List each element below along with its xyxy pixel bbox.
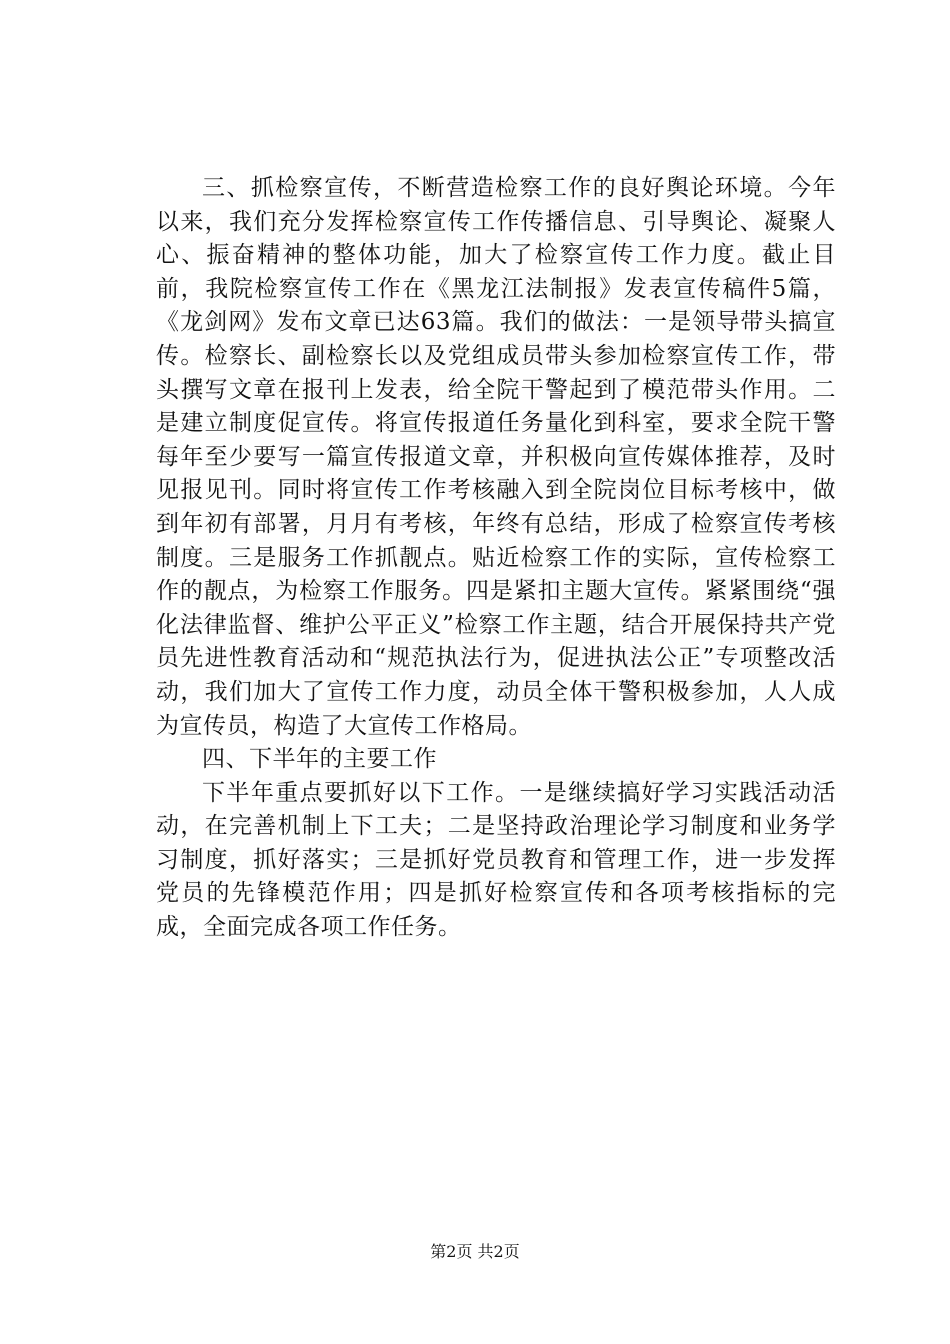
page-number-footer: 第2页 共2页 [430, 1242, 520, 1261]
section-3-paragraph: 三、抓检察宣传，不断营造检察工作的良好舆论环境。今年以来，我们充分发挥检察宣传工作传播信息、引导舆论、凝聚人心、振奋精神的整体功能，加大了检察宣传工作力度。截止目前，我院检察宣传工作在《黑龙江法制报》发表宣传稿件5篇，《龙剑网》发布文章已达63篇。我们的做法：一是领导带头搞宣传。检察长、副检察长以及党组成员带头参加检察宣传工作，带头撰写文章在报刊上发表，给全院干警起到了模范带头作用。二是建立制度促宣传。将宣传报道任务量化到科室，要求全院干警每年至少要写一篇宣传报道文章，并积极向宣传媒体推荐，及时见报见刊。同时将宣传工作考核融入到全院岗位目标考核中，做到年初有部署，月月有考核，年终有总结，形成了检察宣传考核制度。三是服务工作抓靓点。贴近检察工作的实际，宣传检察工作的靓点，为检察工作服务。四是紧扣主题大宣传。紧紧围绕“强化法律监督、维护公平正义”检察工作主题，结合开展保持共产党员先进性教育活动和“规范执法行为，促进执法公正”专项整改活动，我们加大了宣传工作力度，动员全体干警积极参加，人人成为宣传员，构造了大宣传工作格局。 [156, 175, 836, 739]
section-4-paragraph: 下半年重点要抓好以下工作。一是继续搞好学习实践活动活动，在完善机制上下工夫；二是坚持政治理论学习制度和业务学习制度，抓好落实；三是抓好党员教育和管理工作，进一步发挥党员的先锋模范作用；四是抓好检察宣传和各项考核指标的完成，全面完成各项工作任务。 [156, 779, 836, 941]
document-body [156, 172, 836, 945]
section-4-heading: 四、下半年的主要工作 [202, 746, 437, 773]
